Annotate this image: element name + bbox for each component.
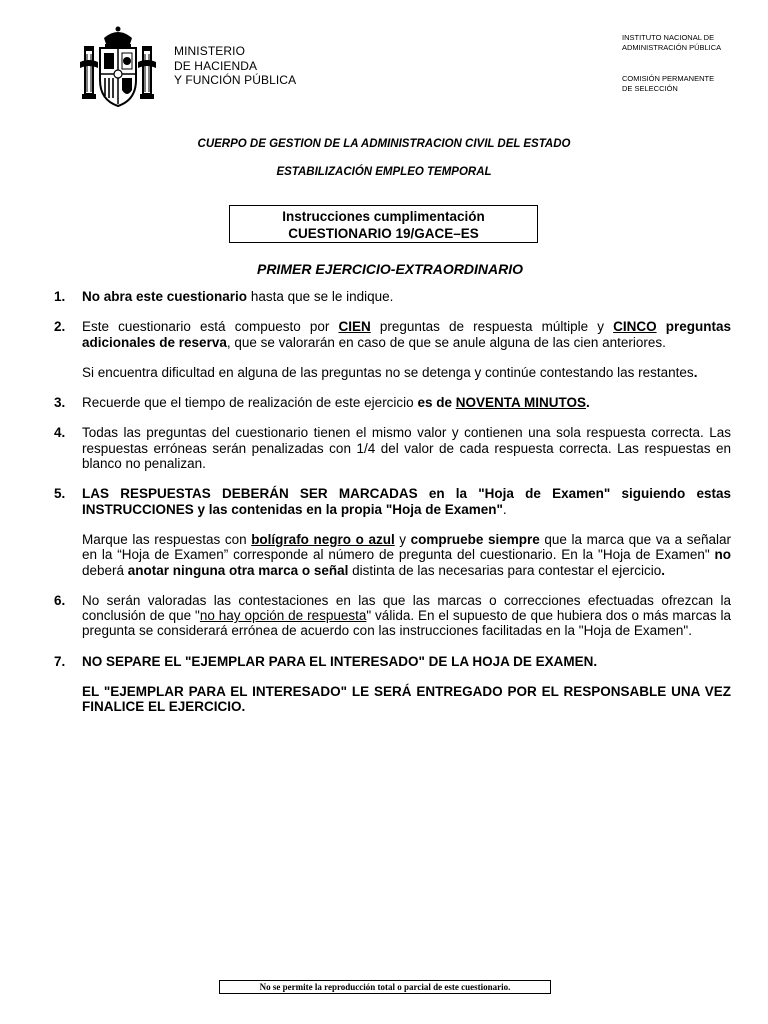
emphasis-text: CIEN: [338, 319, 371, 335]
institute-line: INSTITUTO NACIONAL DE: [622, 33, 715, 42]
emphasis-text: .: [586, 395, 590, 411]
emphasis-text: CINCO: [613, 319, 657, 335]
item-number: 3.: [54, 395, 66, 411]
item-text: " válida. En el supuesto de que hubiera dos o más marcas la pregunta se considerará errónea de acuerdo con las instrucciones facilitadas en la "Hoja de Examen".: [82, 608, 731, 639]
instructions-list: [0, 289, 768, 715]
item-text: Si encuentra dificultad en alguna de las preguntas no se detenga y continúe contestando las restantes: [82, 364, 694, 380]
emphasis-text: no: [714, 547, 731, 563]
item-text: que la marca que va a señalar en la “Hoja de Examen” corresponde al número de pregunta del cuestionario. En la "Hoja de Examen": [82, 531, 731, 563]
item-number: 2.: [54, 319, 66, 335]
item-number: 5.: [54, 486, 66, 502]
institute-name: [622, 33, 721, 53]
item-text: preguntas de respuesta múltiple y: [370, 319, 614, 335]
commission-line: COMISIÓN PERMANENTE: [622, 74, 715, 83]
emphasis-text: LAS RESPUESTAS DEBERÁN SER MARCADAS en la "Hoja de Examen" siguiendo estas INSTRUCCIONES y las contenidas en la propia "Hoja de Examen": [82, 486, 731, 517]
questionnaire-title-box: [229, 205, 538, 243]
item-text: Este cuestionario está compuesto por: [82, 319, 339, 335]
instruction-item-2: [0, 319, 768, 350]
item-text: , que se valorarán en caso de que se anule alguna de las cien anteriores.: [226, 334, 666, 350]
emphasis-text: preguntas adicionales de reserva: [82, 319, 731, 350]
emphasis-text: es de: [417, 395, 456, 411]
emphasis-text: .: [693, 364, 698, 380]
ministry-line: MINISTERIO: [174, 44, 246, 58]
item-text: y: [394, 531, 411, 547]
item-text: Recuerde que el tiempo de realización de este ejercicio: [82, 395, 418, 411]
emphasis-text: NOVENTA MINUTOS: [455, 395, 586, 411]
item-text: Todas las preguntas del cuestionario tienen el mismo valor y contienen una sola respuesta correcta. Las respuestas erróneas serán penalizadas con 1/4 del valor de cada respuesta correcta. Las respuestas en blanco no penalizan.: [82, 425, 731, 472]
commission-name: [622, 74, 714, 94]
emphasis-text: compruebe siempre: [410, 531, 540, 547]
item-text: No serán valoradas las contestaciones en las que las marcas o correcciones efectuadas ofrezcan la conclusión de que ": [82, 592, 731, 624]
item-text: deberá: [82, 562, 128, 578]
item-number: 6.: [54, 592, 66, 608]
ministry-line: DE HACIENDA: [174, 58, 258, 73]
emphasis-text: No abra este cuestionario: [82, 289, 248, 304]
item-text: .: [502, 501, 507, 517]
emphasis-text: EL "EJEMPLAR PARA EL INTERESADO" LE SERÁ ENTREGADO POR EL RESPONSABLE UNA VEZ FINALICE EL EJERCICIO.: [82, 684, 731, 715]
instruction-item-2-note: [0, 365, 768, 380]
emphasis-text: NO SEPARE EL "EJEMPLAR PARA EL INTERESADO" DE LA HOJA DE EXAMEN.: [82, 653, 598, 669]
instruction-item-5: [0, 486, 768, 517]
ministry-line: Y FUNCIÓN PÚBLICA: [174, 73, 297, 87]
item-text: distinta de las necesarias para contestar el ejercicio: [348, 562, 662, 578]
instruction-item-1: [0, 289, 768, 304]
questionnaire-code: CUESTIONARIO 19/GACE–ES: [288, 226, 479, 241]
instruction-item-4: [0, 425, 768, 471]
emphasis-text: .: [661, 562, 666, 578]
emphasis-text: anotar ninguna otra marca o señal: [127, 562, 349, 578]
reproduction-notice: No se permite la reproducción total o parcial de este cuestionario.: [219, 980, 551, 994]
exercise-title: PRIMER EJERCICIO-EXTRAORDINARIO: [256, 261, 524, 277]
ministry-name: [174, 44, 296, 88]
corps-title: CUERPO DE GESTION DE LA ADMINISTRACION CIVIL DEL ESTADO: [197, 138, 571, 150]
instruction-item-5-note: [0, 532, 768, 578]
instruction-item-7: [0, 654, 768, 669]
item-text: Marque las respuestas con: [82, 531, 252, 547]
item-number: 1.: [54, 289, 66, 304]
item-number: 4.: [54, 425, 66, 441]
item-text: hasta que se le indique.: [247, 289, 394, 304]
spain-coat-of-arms-icon: [78, 24, 158, 110]
commission-line: DE SELECCIÓN: [622, 84, 678, 93]
instruction-item-7-note: [0, 684, 768, 715]
instruction-item-6: [0, 593, 768, 639]
underlined-text: no hay opción de respuesta: [199, 608, 367, 624]
item-number: 7.: [54, 653, 66, 669]
page-header: [0, 0, 768, 120]
program-title: ESTABILIZACIÓN EMPLEO TEMPORAL: [276, 166, 492, 178]
emphasis-text: bolígrafo negro o azul: [251, 531, 395, 547]
instruction-item-3: [0, 395, 768, 410]
instructions-heading: Instrucciones cumplimentación: [282, 209, 485, 224]
institute-line: ADMINISTRACIÓN PÚBLICA: [622, 43, 722, 52]
